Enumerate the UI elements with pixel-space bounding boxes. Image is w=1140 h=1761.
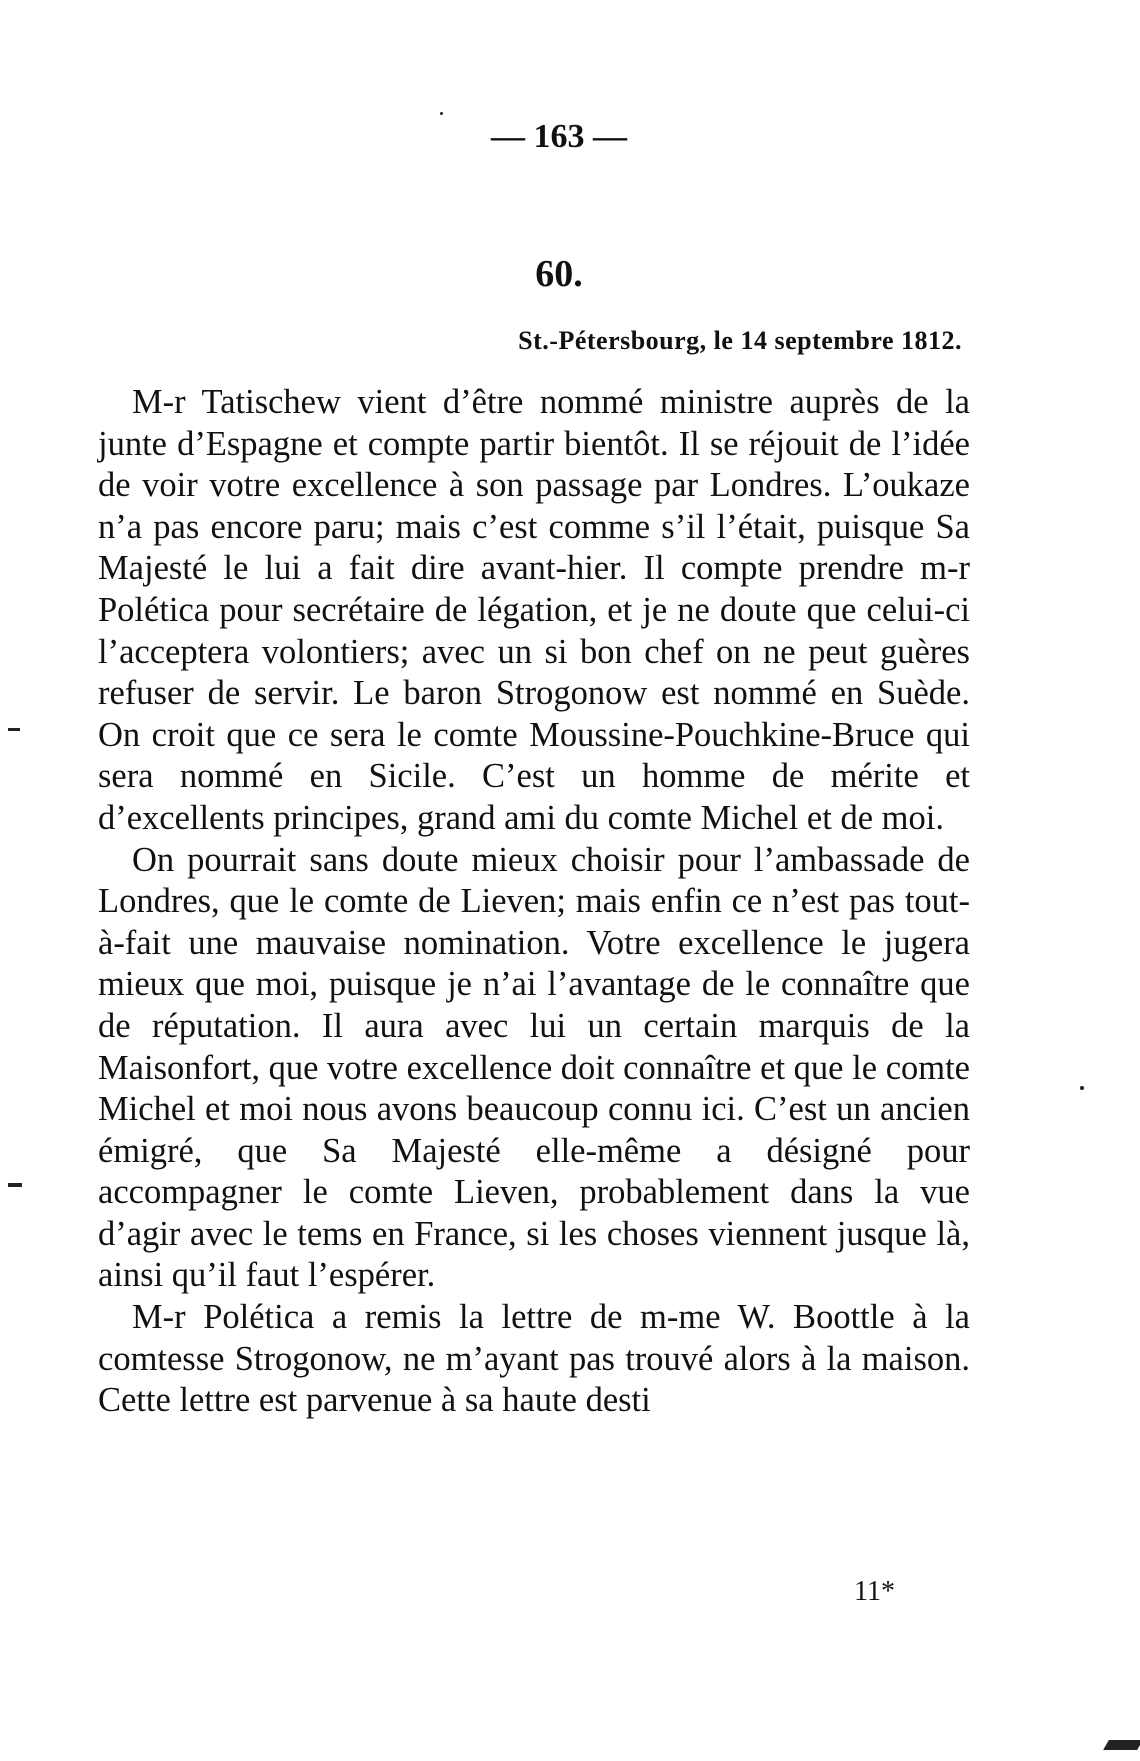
paragraph: On pourrait sans doute mieux choisir pour l’ambassade de Londres, que le comte de Lieven; mais enfin ce n’est pas tout-à-fait une mauvaise nomination. Votre excellence le jugera mieux que moi, puisque je n’ai l’avantage de le connaître que de réputation. Il aura avec lui un certain marquis de la Maisonfort, que votre excellence doit connaître et que le comte Michel et moi nous avons beaucoup connu ici. C’est un ancien émigré, que Sa Majesté elle-même a désigné pour accompagner le comte Lieven, probablement dans la vue d’agir avec le tems en France, si les choses viennent jusque là, ainsi qu’il faut l’espérer. xyxy=(98,840,970,1295)
margin-mark xyxy=(8,1183,22,1187)
letter-dateline: St.-Pétersbourg, le 14 septembre 1812. xyxy=(518,326,962,355)
margin-mark xyxy=(8,728,20,731)
paragraph: M-r Polética a remis la lettre de m-me W. Boottle à la comtesse Strogonow, ne m’ayant pas trouvé alors à la maison. Cette lettre est parvenue à sa haute desti xyxy=(98,1298,970,1420)
page-number: — 163 — xyxy=(491,118,627,155)
corner-smudge xyxy=(1103,1740,1140,1750)
letter-body xyxy=(98,382,970,1422)
margin-mark xyxy=(440,112,443,115)
margin-mark xyxy=(1080,1086,1084,1090)
printer-signature-mark: 11* xyxy=(854,1576,895,1607)
letter-number: 60. xyxy=(535,253,583,295)
book-page xyxy=(98,0,968,1761)
paragraph: M-r Tatischew vient d’être nommé ministre auprès de la junte d’Espagne et compte partir bientôt. Il se réjouit de l’idée de voir votre excellence à son passage par Londres. L’oukaze n’a pas encore paru; mais c’est comme s’il l’était, puisque Sa Majesté le lui a fait dire avant-hier. Il compte prendre m-r Polética pour secrétaire de légation, et je ne doute que celui-ci l’acceptera volontiers; avec un si bon chef on ne peut guères refuser de servir. Le baron Strogonow est nommé en Suède. On croit que ce sera le comte Moussine-Pouchkine-Bruce qui sera nommé en Sicile. C’est un homme de mérite et d’excellents principes, grand ami du comte Michel et de moi. xyxy=(98,383,970,837)
